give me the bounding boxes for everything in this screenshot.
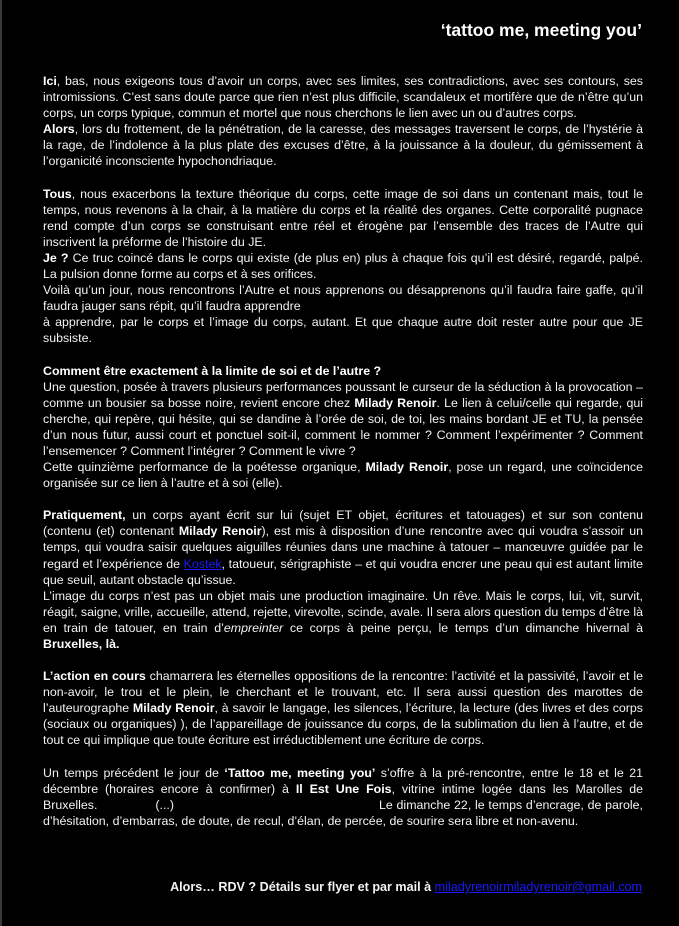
paragraph-text: Une question, posée à travers plusieurs performances poussant le curseur de la séduction à la provocation – comme un bousier sa bosse noire, revient encore chez: [43, 379, 643, 410]
artist-name: Milady Renoir: [178, 524, 262, 539]
footer-lead: Alors… RDV ?: [170, 880, 257, 894]
paragraph-intro: [43, 73, 643, 170]
paragraph-text: s’offre à la pré-rencontre, entre le 18 et le 21 décembre (horaires encore à confirmer) à: [43, 765, 643, 796]
venue-name: Il Est Une Fois: [295, 781, 392, 796]
section-heading: Comment être exactement à la limite de soi et de l’autre ?: [43, 363, 382, 378]
paragraph-text: Un temps précédent le jour de: [43, 765, 225, 780]
event-name: ‘Tattoo me, meeting you’: [224, 765, 376, 780]
paragraph-text: Cette quinzième performance de la poétesse organique,: [43, 460, 366, 475]
paragraph-text: , vitrine intime logée dans les Marolles de Bruxelles.: [43, 781, 644, 812]
page-title: ‘tattoo me, meeting you’: [440, 20, 642, 40]
footer-contact: [170, 880, 642, 894]
paragraph-text: chamarrera les éternelles oppositions de la rencontre: l’activité et la passivité, l’avoir et le non-avoir, le trou et le plein, le cherchant et le trouvant, etc. Il sera aussi question des marottes de l’auteurographe: [43, 669, 644, 716]
article-body: [43, 73, 643, 845]
paragraph-text: , nous exacerbons la texture théorique du corps, cette image de soi dans un contenant mais, tout le temps, nous revenons à la chair, à la matière du corps et la réalité des organes. Cette corporalité pugnace rend compte d’un corps se construisant entre réel et érogène par l’ensemble des traces de l’Autre qui inscrivent la préforme de l’histoire du JE.: [43, 186, 643, 249]
lead-word: Je ?: [43, 250, 69, 265]
paragraph-text: . Le lien à celui/celle qui regarde, qui cherche, qui repère, qui hésite, qui se dandine à l’orée de soi, de toi, les mains bordant JE et TU, la pensée d’un nous futur, aussi court et ponctuel soit-il, comment le nommer ? Comment l’expérimenter ? Comment l’ensemencer ? Comment l’intégrer ? Comment le vivre ?: [43, 395, 643, 458]
place-name: Bruxelles, là.: [43, 637, 120, 651]
lead-word: Alors: [43, 122, 75, 137]
paragraph-text: à apprendre, par le corps et l’image du corps, autant. Et que chaque autre doit rester autre pour que JE subsiste.: [43, 315, 643, 346]
paragraph-text: , à savoir le langage, les silences, l’écriture, la lecture (des livres et des corps (sociaux ou organiques) ), de l’appareillage de jouissance du corps, de la sublimation du lien à l’autre, et de tout ce qui implique que toute écriture est irréductiblement une écriture de corps.: [43, 701, 643, 748]
paragraph-action: [43, 668, 643, 748]
paragraph-comment: [43, 363, 643, 492]
lead-word: Pratiquement,: [43, 508, 126, 523]
lead-word: Ici: [43, 74, 57, 88]
paragraph-text: L’image du corps n’est pas un objet mais une production imaginaire. Un rêve. Mais le corps, lui, vit, survit, réagit, saigne, vrille, accueille, attend, rejette, virevolte, scinde, avale. Il sera alors question du temps d’être là en train de tatouer, en train d’: [43, 588, 643, 635]
paragraph-text: , bas, nous exigeons tous d’avoir un corps, avec ses limites, ses contradictions, avec ses contours, ses intromissions. C’est sans doute parce que rien n’est plus difficile, scandaleux et mortifère que de n’être qu’un corps, un corps typique, commun et mortel que nous cherchons le lien avec un ou d’autres corps.: [43, 74, 643, 121]
italic-word: empreinter: [223, 620, 284, 635]
artist-name: Milady Renoir: [365, 460, 449, 475]
paragraph-text: Voilà qu’un jour, nous rencontrons l’Autre et nous apprenons ou désapprenons qu’il faudra faire gaffe, qu’il faudra jauger sans répit, qu’il faudra apprendre: [43, 283, 643, 314]
paragraph-dates: [43, 765, 643, 829]
paragraph-text: Le dimanche 22, le temps d’encrage, de parole, d’hésitation, d’embarras, de doute, de recul, d’élan, de percée, de sourire sera libre et non-avenu.: [43, 797, 643, 828]
paragraph-text: un corps ayant écrit sur lui (sujet ET objet, écritures et tatouages) et sur son contenu (contenu (et) contenant: [43, 508, 643, 539]
kostek-link[interactable]: Kostek: [183, 556, 222, 571]
footer-text: Détails sur flyer et par mail à: [256, 880, 435, 894]
left-border: [0, 0, 2, 926]
ellipsis: (...): [155, 797, 174, 812]
email-link[interactable]: miladyrenoirmiladyrenoir@gmail.com: [434, 880, 642, 894]
paragraph-text: ), est mis à disposition d’une rencontre avec qui voudra s’assoir un temps, qui voudra saisir quelques aiguilles réunies dans une machine à tatouer – manœuvre guidée par le regard et l’expérience de: [43, 524, 644, 571]
paragraph-text: , pose un regard, une coïncidence organisée sur ce lien à l’autre et à soi (elle).: [43, 460, 643, 491]
paragraph-tous: [43, 186, 643, 347]
paragraph-pratiquement: [43, 507, 643, 652]
artist-name: Milady Renoir: [354, 395, 437, 410]
paragraph-text: , lors du frottement, de la pénétration, de la caresse, des messages traversent le corps, de l’hystérie à la rage, de l’indolence à la plus plate des excuses d’être, à la jouissance à la douleur, du gémissement à l’organicité inconsciente hypochondriaque.: [43, 122, 643, 169]
paragraph-text: , tatoueur, sérigraphiste – et qui voudra encrer une peau qui est autant limite que seuil, autant obstacle qu’issue.: [43, 556, 644, 587]
paragraph-text: ce corps à peine perçu, le temps d’un dimanche hivernal à: [283, 620, 644, 635]
artist-name: Milady Renoir: [132, 701, 215, 716]
lead-word: Tous: [43, 186, 72, 201]
lead-word: L’action en cours: [43, 669, 146, 684]
paragraph-text: Ce truc coincé dans le corps qui existe (de plus en) plus à chaque fois qu’il est désiré, regardé, palpé. La pulsion donne forme au corps et à ses orifices.: [43, 250, 644, 282]
